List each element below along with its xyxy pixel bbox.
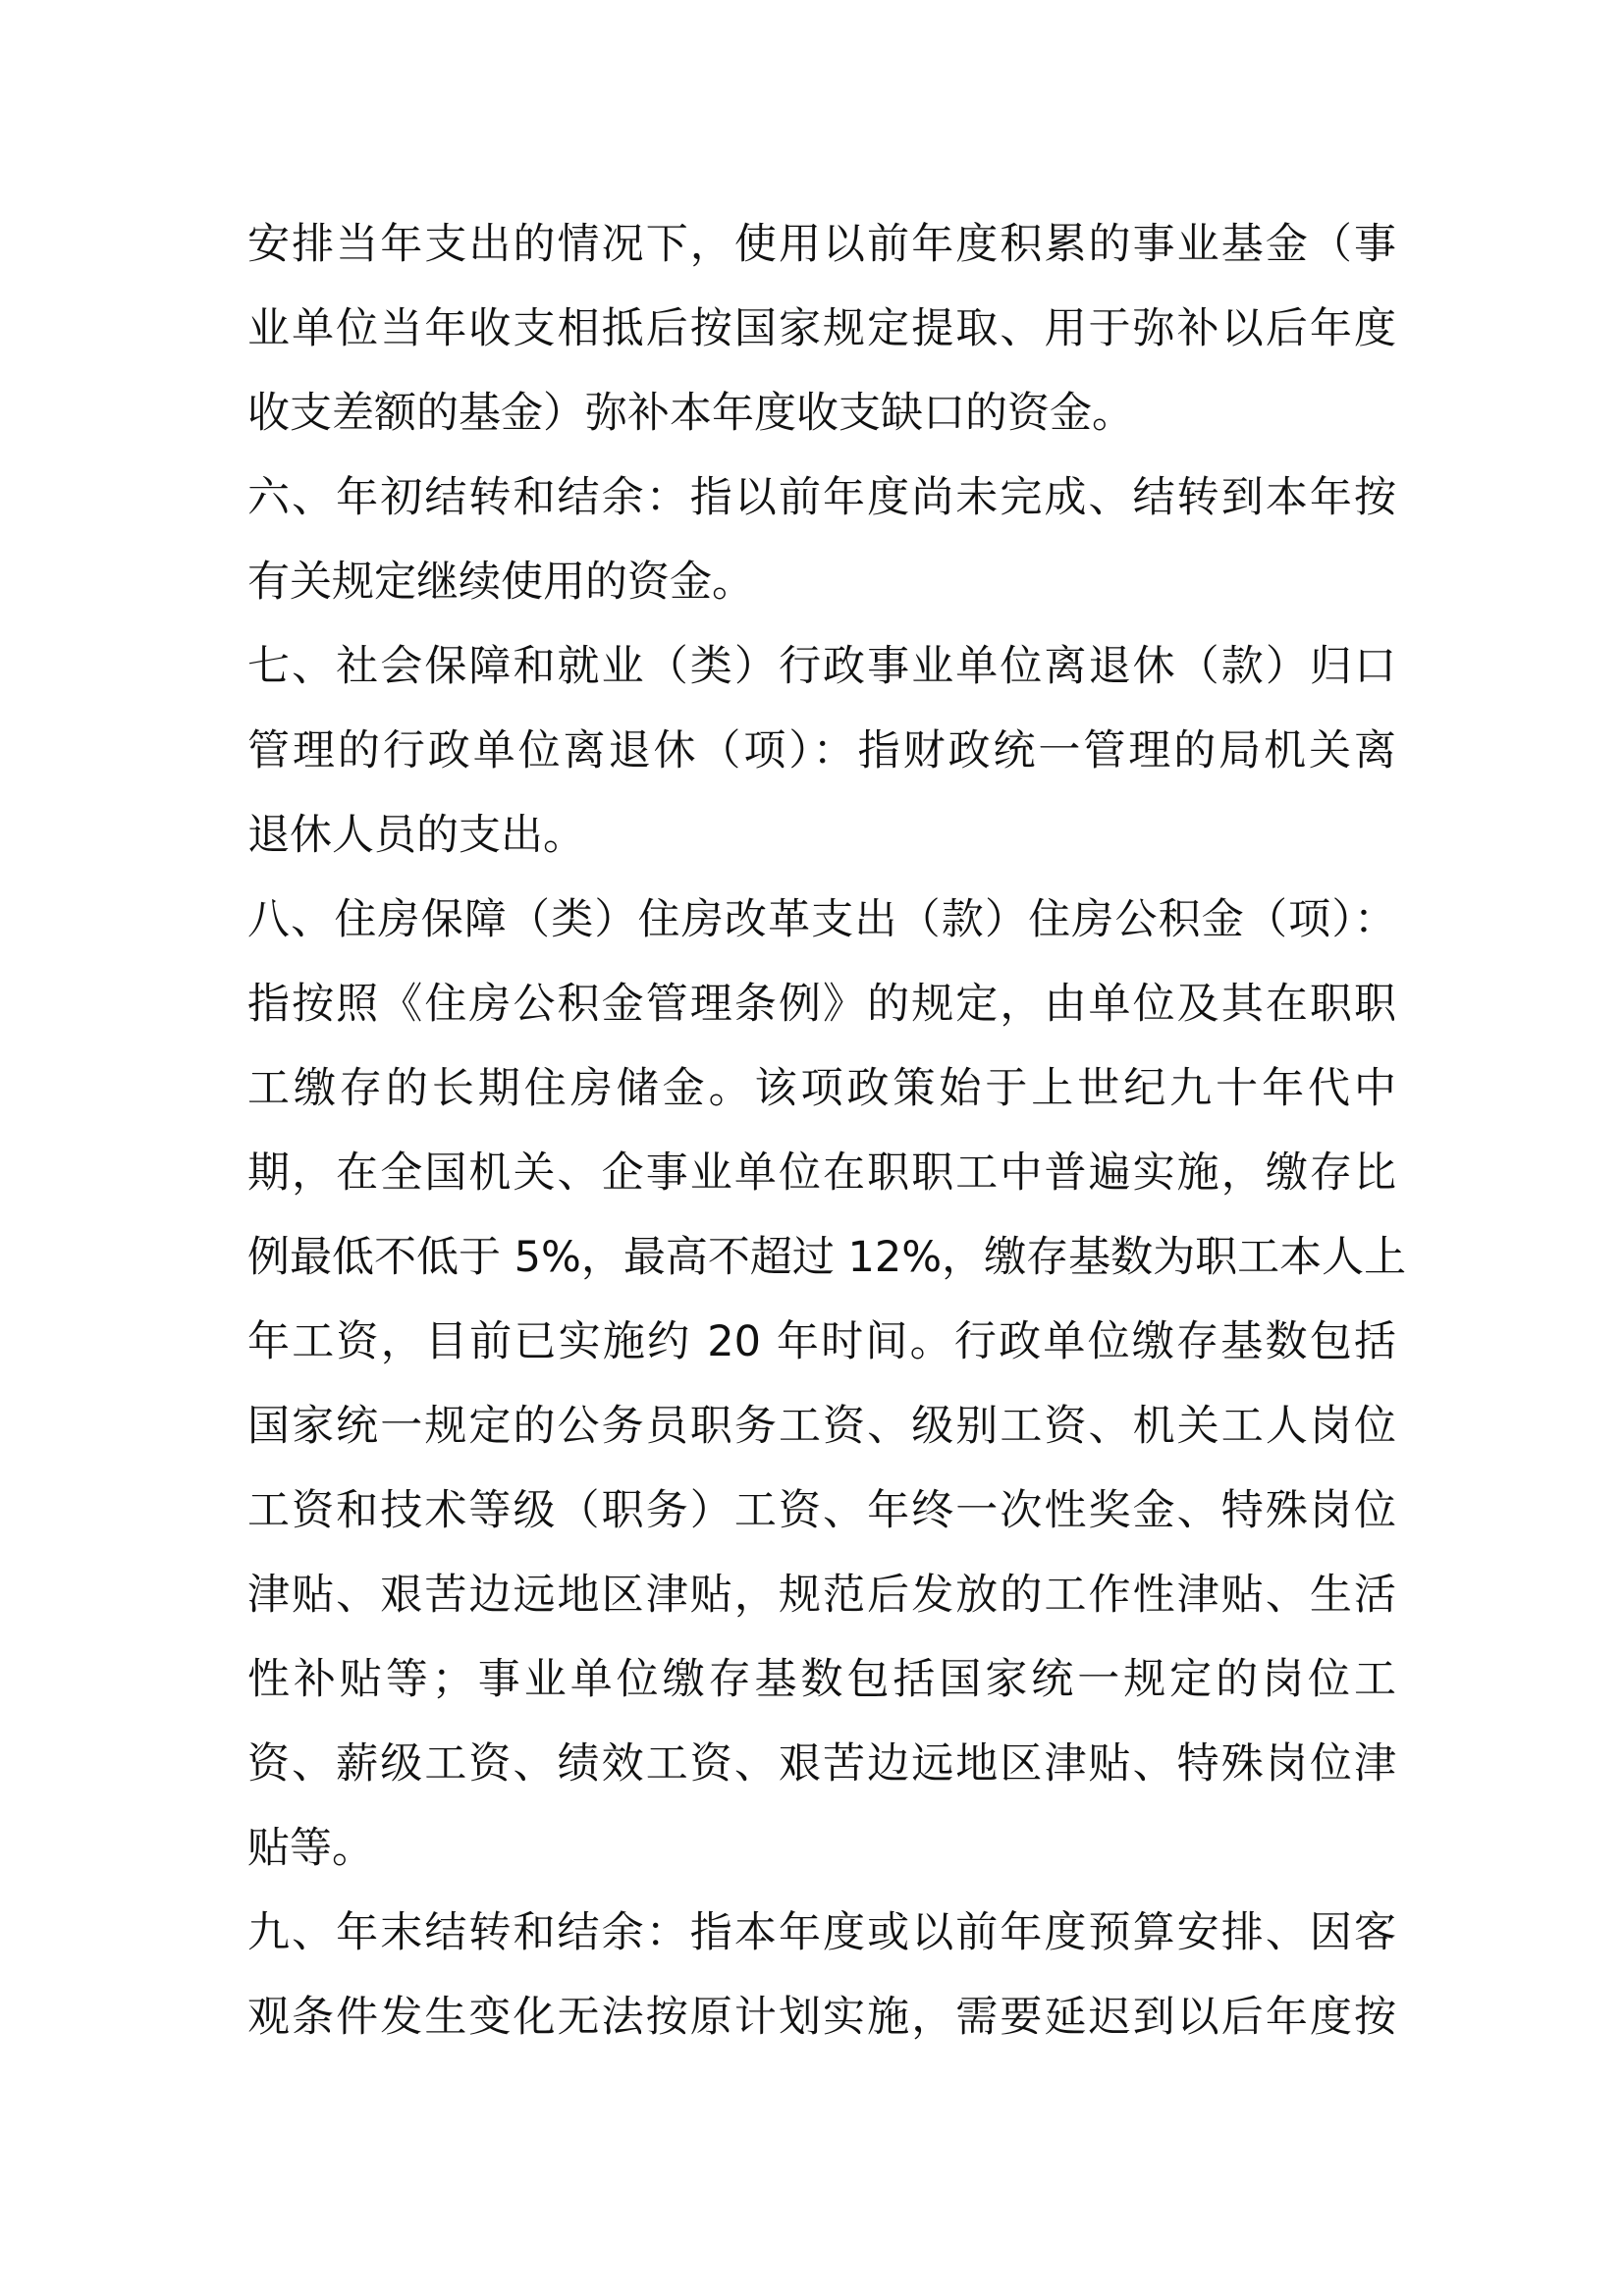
text-line-12: 期，在全国机关、企事业单位在职职工中普遍实施，缴存比 bbox=[247, 1148, 1396, 1198]
text-line-7: 管理的行政单位离退休（项）：指财政统一管理的局机关离 bbox=[247, 726, 1396, 775]
text-line-22: 观条件发生变化无法按原计划实施，需要延迟到以后年度按 bbox=[247, 1993, 1396, 2042]
text-line-17: 津贴、艰苦边远地区津贴，规范后发放的工作性津贴、生活 bbox=[247, 1571, 1396, 1620]
text-line-1: 安排当年支出的情况下，使用以前年度积累的事业基金（事 bbox=[247, 220, 1396, 269]
text-line-5: 有关规定继续使用的资金。 bbox=[247, 558, 754, 607]
text-line-2: 业单位当年收支相抵后按国家规定提取、用于弥补以后年度 bbox=[247, 304, 1396, 353]
text-line-11: 工缴存的长期住房储金。该项政策始于上世纪九十年代中 bbox=[247, 1064, 1396, 1113]
text-line-9: 八、住房保障（类）住房改革支出（款）住房公积金（项）： bbox=[247, 895, 1396, 944]
text-line-6: 七、社会保障和就业（类）行政事业单位离退休（款）归口 bbox=[247, 642, 1396, 691]
text-line-3: 收支差额的基金）弥补本年度收支缺口的资金。 bbox=[247, 389, 1134, 438]
body-text bbox=[247, 202, 1407, 2059]
text-line-19: 资、薪级工资、绩效工资、艰苦边远地区津贴、特殊岗位津 bbox=[247, 1739, 1396, 1789]
text-line-4: 六、年初结转和结余：指以前年度尚未完成、结转到本年按 bbox=[247, 473, 1396, 522]
text-line-10: 指按照《住房公积金管理条例》的规定，由单位及其在职职 bbox=[247, 980, 1396, 1029]
text-line-13: 例最低不低于 5%，最高不超过 12%，缴存基数为职工本人上 bbox=[247, 1233, 1407, 1282]
text-line-21: 九、年末结转和结余：指本年度或以前年度预算安排、因客 bbox=[247, 1908, 1396, 1957]
text-line-8: 退休人员的支出。 bbox=[247, 811, 585, 860]
text-line-14: 年工资，目前已实施约 20 年时间。行政单位缴存基数包括 bbox=[247, 1317, 1396, 1366]
text-line-20: 贴等。 bbox=[247, 1824, 374, 1873]
text-line-18: 性补贴等；事业单位缴存基数包括国家统一规定的岗位工 bbox=[247, 1655, 1396, 1704]
text-line-16: 工资和技术等级（职务）工资、年终一次性奖金、特殊岗位 bbox=[247, 1486, 1396, 1535]
text-line-15: 国家统一规定的公务员职务工资、级别工资、机关工人岗位 bbox=[247, 1402, 1396, 1451]
